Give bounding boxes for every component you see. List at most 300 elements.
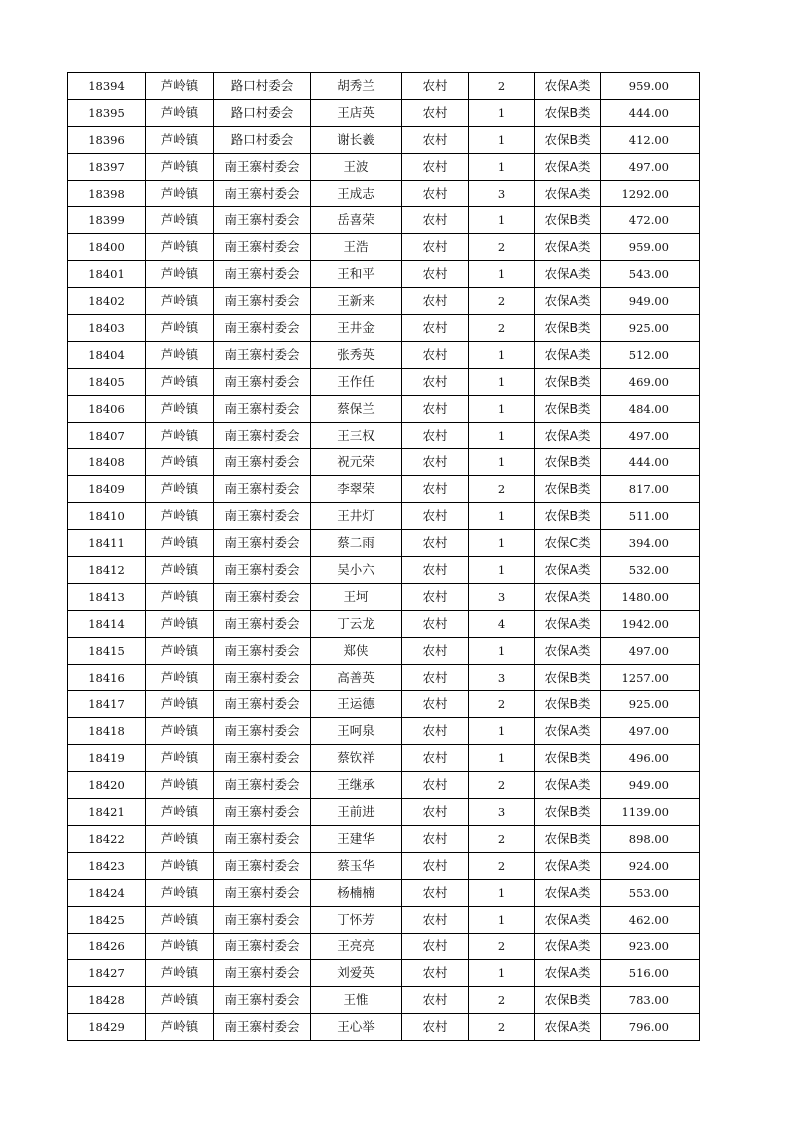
insurance-category-cell: 农保B类	[535, 664, 601, 691]
insurance-category-cell: 农保A类	[535, 153, 601, 180]
area-type-cell: 农村	[402, 341, 469, 368]
insurance-category-cell: 农保B类	[535, 449, 601, 476]
amount-cell: 444.00	[601, 99, 700, 126]
amount-cell: 1480.00	[601, 583, 700, 610]
household-count-cell: 3	[469, 664, 535, 691]
table-row	[68, 530, 700, 557]
village-committee-cell: 南王寨村委会	[214, 987, 311, 1014]
area-type-cell: 农村	[402, 745, 469, 772]
table-row	[68, 987, 700, 1014]
household-count-cell: 2	[469, 852, 535, 879]
name-cell: 王运德	[311, 691, 402, 718]
insurance-category-cell: 农保B类	[535, 799, 601, 826]
insurance-category-cell: 农保B类	[535, 503, 601, 530]
town-cell: 芦岭镇	[146, 852, 214, 879]
serial-number-cell: 18395	[68, 99, 146, 126]
area-type-cell: 农村	[402, 234, 469, 261]
amount-cell: 1942.00	[601, 610, 700, 637]
area-type-cell: 农村	[402, 368, 469, 395]
household-count-cell: 1	[469, 153, 535, 180]
household-count-cell: 2	[469, 825, 535, 852]
insurance-category-cell: 农保B类	[535, 315, 601, 342]
household-count-cell: 1	[469, 422, 535, 449]
village-committee-cell: 南王寨村委会	[214, 960, 311, 987]
amount-cell: 949.00	[601, 288, 700, 315]
table-row	[68, 449, 700, 476]
serial-number-cell: 18407	[68, 422, 146, 449]
area-type-cell: 农村	[402, 557, 469, 584]
insurance-category-cell: 农保A类	[535, 180, 601, 207]
amount-cell: 949.00	[601, 772, 700, 799]
table-row	[68, 852, 700, 879]
village-committee-cell: 南王寨村委会	[214, 557, 311, 584]
amount-cell: 783.00	[601, 987, 700, 1014]
village-committee-cell: 南王寨村委会	[214, 1014, 311, 1041]
name-cell: 胡秀兰	[311, 73, 402, 100]
name-cell: 王井灯	[311, 503, 402, 530]
village-committee-cell: 南王寨村委会	[214, 476, 311, 503]
village-committee-cell: 路口村委会	[214, 126, 311, 153]
serial-number-cell: 18397	[68, 153, 146, 180]
town-cell: 芦岭镇	[146, 261, 214, 288]
insurance-category-cell: 农保A类	[535, 772, 601, 799]
serial-number-cell: 18394	[68, 73, 146, 100]
amount-cell: 497.00	[601, 153, 700, 180]
household-count-cell: 2	[469, 987, 535, 1014]
table-row	[68, 99, 700, 126]
serial-number-cell: 18429	[68, 1014, 146, 1041]
serial-number-cell: 18418	[68, 718, 146, 745]
table-row	[68, 341, 700, 368]
town-cell: 芦岭镇	[146, 610, 214, 637]
area-type-cell: 农村	[402, 960, 469, 987]
village-committee-cell: 南王寨村委会	[214, 933, 311, 960]
name-cell: 王心举	[311, 1014, 402, 1041]
household-count-cell: 1	[469, 368, 535, 395]
insurance-category-cell: 农保A类	[535, 341, 601, 368]
household-count-cell: 1	[469, 261, 535, 288]
amount-cell: 497.00	[601, 637, 700, 664]
name-cell: 王浩	[311, 234, 402, 261]
area-type-cell: 农村	[402, 799, 469, 826]
town-cell: 芦岭镇	[146, 906, 214, 933]
name-cell: 王作任	[311, 368, 402, 395]
amount-cell: 497.00	[601, 718, 700, 745]
village-committee-cell: 南王寨村委会	[214, 449, 311, 476]
area-type-cell: 农村	[402, 153, 469, 180]
insurance-category-cell: 农保A类	[535, 960, 601, 987]
insurance-category-cell: 农保B类	[535, 825, 601, 852]
table-row	[68, 73, 700, 100]
insurance-category-cell: 农保C类	[535, 530, 601, 557]
town-cell: 芦岭镇	[146, 341, 214, 368]
town-cell: 芦岭镇	[146, 234, 214, 261]
name-cell: 杨楠楠	[311, 879, 402, 906]
serial-number-cell: 18406	[68, 395, 146, 422]
name-cell: 王继承	[311, 772, 402, 799]
insurance-category-cell: 农保B类	[535, 691, 601, 718]
area-type-cell: 农村	[402, 422, 469, 449]
household-count-cell: 1	[469, 637, 535, 664]
area-type-cell: 农村	[402, 395, 469, 422]
amount-cell: 1257.00	[601, 664, 700, 691]
name-cell: 王井金	[311, 315, 402, 342]
name-cell: 王建华	[311, 825, 402, 852]
serial-number-cell: 18426	[68, 933, 146, 960]
serial-number-cell: 18411	[68, 530, 146, 557]
insurance-category-cell: 农保A类	[535, 610, 601, 637]
serial-number-cell: 18424	[68, 879, 146, 906]
village-committee-cell: 南王寨村委会	[214, 718, 311, 745]
household-count-cell: 2	[469, 315, 535, 342]
village-committee-cell: 南王寨村委会	[214, 503, 311, 530]
amount-cell: 462.00	[601, 906, 700, 933]
town-cell: 芦岭镇	[146, 718, 214, 745]
name-cell: 王三权	[311, 422, 402, 449]
table-row	[68, 1014, 700, 1041]
village-committee-cell: 南王寨村委会	[214, 422, 311, 449]
amount-cell: 444.00	[601, 449, 700, 476]
town-cell: 芦岭镇	[146, 583, 214, 610]
town-cell: 芦岭镇	[146, 368, 214, 395]
insurance-category-cell: 农保B类	[535, 207, 601, 234]
amount-cell: 516.00	[601, 960, 700, 987]
table-row	[68, 180, 700, 207]
table-row	[68, 906, 700, 933]
town-cell: 芦岭镇	[146, 772, 214, 799]
name-cell: 高善英	[311, 664, 402, 691]
household-count-cell: 2	[469, 691, 535, 718]
town-cell: 芦岭镇	[146, 879, 214, 906]
village-committee-cell: 南王寨村委会	[214, 180, 311, 207]
town-cell: 芦岭镇	[146, 207, 214, 234]
household-count-cell: 4	[469, 610, 535, 637]
table-row	[68, 825, 700, 852]
area-type-cell: 农村	[402, 610, 469, 637]
table-row	[68, 207, 700, 234]
town-cell: 芦岭镇	[146, 664, 214, 691]
amount-cell: 923.00	[601, 933, 700, 960]
area-type-cell: 农村	[402, 449, 469, 476]
serial-number-cell: 18403	[68, 315, 146, 342]
amount-cell: 472.00	[601, 207, 700, 234]
area-type-cell: 农村	[402, 503, 469, 530]
amount-cell: 511.00	[601, 503, 700, 530]
household-count-cell: 3	[469, 583, 535, 610]
table-row	[68, 583, 700, 610]
area-type-cell: 农村	[402, 718, 469, 745]
amount-cell: 512.00	[601, 341, 700, 368]
table-row	[68, 395, 700, 422]
area-type-cell: 农村	[402, 825, 469, 852]
area-type-cell: 农村	[402, 476, 469, 503]
area-type-cell: 农村	[402, 207, 469, 234]
table-body	[68, 73, 700, 1041]
amount-cell: 553.00	[601, 879, 700, 906]
insurance-category-cell: 农保A类	[535, 637, 601, 664]
amount-cell: 1292.00	[601, 180, 700, 207]
table-row	[68, 745, 700, 772]
serial-number-cell: 18405	[68, 368, 146, 395]
amount-cell: 497.00	[601, 422, 700, 449]
village-committee-cell: 南王寨村委会	[214, 583, 311, 610]
household-count-cell: 1	[469, 395, 535, 422]
name-cell: 丁云龙	[311, 610, 402, 637]
serial-number-cell: 18425	[68, 906, 146, 933]
household-count-cell: 1	[469, 341, 535, 368]
household-count-cell: 1	[469, 99, 535, 126]
serial-number-cell: 18398	[68, 180, 146, 207]
amount-cell: 924.00	[601, 852, 700, 879]
town-cell: 芦岭镇	[146, 503, 214, 530]
insurance-category-cell: 农保B类	[535, 987, 601, 1014]
area-type-cell: 农村	[402, 180, 469, 207]
town-cell: 芦岭镇	[146, 449, 214, 476]
household-count-cell: 1	[469, 879, 535, 906]
household-count-cell: 1	[469, 960, 535, 987]
serial-number-cell: 18408	[68, 449, 146, 476]
town-cell: 芦岭镇	[146, 987, 214, 1014]
household-count-cell: 1	[469, 449, 535, 476]
insurance-category-cell: 农保A类	[535, 718, 601, 745]
name-cell: 张秀英	[311, 341, 402, 368]
name-cell: 王前进	[311, 799, 402, 826]
serial-number-cell: 18399	[68, 207, 146, 234]
village-committee-cell: 南王寨村委会	[214, 799, 311, 826]
town-cell: 芦岭镇	[146, 960, 214, 987]
area-type-cell: 农村	[402, 987, 469, 1014]
area-type-cell: 农村	[402, 1014, 469, 1041]
serial-number-cell: 18396	[68, 126, 146, 153]
area-type-cell: 农村	[402, 73, 469, 100]
town-cell: 芦岭镇	[146, 422, 214, 449]
village-committee-cell: 南王寨村委会	[214, 288, 311, 315]
amount-cell: 496.00	[601, 745, 700, 772]
serial-number-cell: 18412	[68, 557, 146, 584]
area-type-cell: 农村	[402, 126, 469, 153]
village-committee-cell: 南王寨村委会	[214, 852, 311, 879]
village-committee-cell: 南王寨村委会	[214, 395, 311, 422]
household-count-cell: 1	[469, 906, 535, 933]
village-committee-cell: 南王寨村委会	[214, 261, 311, 288]
household-count-cell: 1	[469, 530, 535, 557]
insurance-category-cell: 农保A类	[535, 73, 601, 100]
village-committee-cell: 南王寨村委会	[214, 530, 311, 557]
amount-cell: 959.00	[601, 234, 700, 261]
table-row	[68, 126, 700, 153]
name-cell: 王成志	[311, 180, 402, 207]
serial-number-cell: 18409	[68, 476, 146, 503]
insurance-category-cell: 农保A类	[535, 234, 601, 261]
amount-cell: 959.00	[601, 73, 700, 100]
table-row	[68, 960, 700, 987]
table-row	[68, 288, 700, 315]
amount-cell: 817.00	[601, 476, 700, 503]
table-row	[68, 772, 700, 799]
town-cell: 芦岭镇	[146, 691, 214, 718]
town-cell: 芦岭镇	[146, 933, 214, 960]
insurance-category-cell: 农保B类	[535, 476, 601, 503]
table-row	[68, 261, 700, 288]
insurance-category-cell: 农保B类	[535, 745, 601, 772]
town-cell: 芦岭镇	[146, 825, 214, 852]
village-committee-cell: 南王寨村委会	[214, 906, 311, 933]
insurance-category-cell: 农保A类	[535, 906, 601, 933]
name-cell: 李翠荣	[311, 476, 402, 503]
table-row	[68, 476, 700, 503]
insurance-category-cell: 农保B类	[535, 368, 601, 395]
name-cell: 王店英	[311, 99, 402, 126]
household-count-cell: 3	[469, 180, 535, 207]
table-row	[68, 933, 700, 960]
serial-number-cell: 18421	[68, 799, 146, 826]
area-type-cell: 农村	[402, 879, 469, 906]
beneficiary-table	[67, 72, 700, 1041]
area-type-cell: 农村	[402, 637, 469, 664]
name-cell: 王波	[311, 153, 402, 180]
amount-cell: 925.00	[601, 315, 700, 342]
village-committee-cell: 南王寨村委会	[214, 879, 311, 906]
serial-number-cell: 18415	[68, 637, 146, 664]
town-cell: 芦岭镇	[146, 476, 214, 503]
village-committee-cell: 路口村委会	[214, 99, 311, 126]
area-type-cell: 农村	[402, 583, 469, 610]
amount-cell: 543.00	[601, 261, 700, 288]
serial-number-cell: 18416	[68, 664, 146, 691]
village-committee-cell: 南王寨村委会	[214, 637, 311, 664]
area-type-cell: 农村	[402, 664, 469, 691]
insurance-category-cell: 农保A类	[535, 557, 601, 584]
serial-number-cell: 18402	[68, 288, 146, 315]
village-committee-cell: 南王寨村委会	[214, 315, 311, 342]
area-type-cell: 农村	[402, 933, 469, 960]
household-count-cell: 2	[469, 772, 535, 799]
insurance-category-cell: 农保B类	[535, 126, 601, 153]
household-count-cell: 1	[469, 557, 535, 584]
area-type-cell: 农村	[402, 772, 469, 799]
amount-cell: 532.00	[601, 557, 700, 584]
village-committee-cell: 南王寨村委会	[214, 234, 311, 261]
area-type-cell: 农村	[402, 99, 469, 126]
area-type-cell: 农村	[402, 315, 469, 342]
serial-number-cell: 18427	[68, 960, 146, 987]
village-committee-cell: 南王寨村委会	[214, 745, 311, 772]
table-row	[68, 368, 700, 395]
household-count-cell: 1	[469, 126, 535, 153]
insurance-category-cell: 农保A类	[535, 583, 601, 610]
village-committee-cell: 南王寨村委会	[214, 153, 311, 180]
amount-cell: 796.00	[601, 1014, 700, 1041]
village-committee-cell: 路口村委会	[214, 73, 311, 100]
town-cell: 芦岭镇	[146, 1014, 214, 1041]
serial-number-cell: 18423	[68, 852, 146, 879]
village-committee-cell: 南王寨村委会	[214, 691, 311, 718]
table-row	[68, 153, 700, 180]
name-cell: 岳喜荣	[311, 207, 402, 234]
amount-cell: 412.00	[601, 126, 700, 153]
village-committee-cell: 南王寨村委会	[214, 664, 311, 691]
table-row	[68, 557, 700, 584]
area-type-cell: 农村	[402, 852, 469, 879]
serial-number-cell: 18422	[68, 825, 146, 852]
household-count-cell: 1	[469, 207, 535, 234]
household-count-cell: 2	[469, 933, 535, 960]
town-cell: 芦岭镇	[146, 288, 214, 315]
household-count-cell: 1	[469, 503, 535, 530]
amount-cell: 394.00	[601, 530, 700, 557]
household-count-cell: 2	[469, 73, 535, 100]
amount-cell: 1139.00	[601, 799, 700, 826]
household-count-cell: 2	[469, 234, 535, 261]
village-committee-cell: 南王寨村委会	[214, 341, 311, 368]
insurance-category-cell: 农保A类	[535, 879, 601, 906]
insurance-category-cell: 农保B类	[535, 99, 601, 126]
serial-number-cell: 18417	[68, 691, 146, 718]
name-cell: 蔡保兰	[311, 395, 402, 422]
insurance-category-cell: 农保A类	[535, 933, 601, 960]
town-cell: 芦岭镇	[146, 557, 214, 584]
serial-number-cell: 18404	[68, 341, 146, 368]
town-cell: 芦岭镇	[146, 126, 214, 153]
village-committee-cell: 南王寨村委会	[214, 610, 311, 637]
serial-number-cell: 18414	[68, 610, 146, 637]
town-cell: 芦岭镇	[146, 745, 214, 772]
town-cell: 芦岭镇	[146, 637, 214, 664]
insurance-category-cell: 农保A类	[535, 1014, 601, 1041]
name-cell: 蔡二雨	[311, 530, 402, 557]
serial-number-cell: 18410	[68, 503, 146, 530]
name-cell: 王呵泉	[311, 718, 402, 745]
name-cell: 蔡钦祥	[311, 745, 402, 772]
insurance-category-cell: 农保A类	[535, 288, 601, 315]
name-cell: 郑侠	[311, 637, 402, 664]
household-count-cell: 1	[469, 718, 535, 745]
table-row	[68, 234, 700, 261]
table-row	[68, 718, 700, 745]
amount-cell: 898.00	[601, 825, 700, 852]
name-cell: 丁怀芳	[311, 906, 402, 933]
name-cell: 谢长羲	[311, 126, 402, 153]
table-row	[68, 422, 700, 449]
serial-number-cell: 18413	[68, 583, 146, 610]
name-cell: 王和平	[311, 261, 402, 288]
serial-number-cell: 18400	[68, 234, 146, 261]
serial-number-cell: 18401	[68, 261, 146, 288]
town-cell: 芦岭镇	[146, 799, 214, 826]
table-row	[68, 879, 700, 906]
name-cell: 王惟	[311, 987, 402, 1014]
serial-number-cell: 18428	[68, 987, 146, 1014]
insurance-category-cell: 农保B类	[535, 395, 601, 422]
area-type-cell: 农村	[402, 906, 469, 933]
insurance-category-cell: 农保A类	[535, 852, 601, 879]
household-count-cell: 2	[469, 476, 535, 503]
household-count-cell: 1	[469, 745, 535, 772]
table-row	[68, 799, 700, 826]
name-cell: 王亮亮	[311, 933, 402, 960]
area-type-cell: 农村	[402, 530, 469, 557]
household-count-cell: 2	[469, 1014, 535, 1041]
amount-cell: 925.00	[601, 691, 700, 718]
name-cell: 吴小六	[311, 557, 402, 584]
amount-cell: 469.00	[601, 368, 700, 395]
village-committee-cell: 南王寨村委会	[214, 207, 311, 234]
name-cell: 王坷	[311, 583, 402, 610]
name-cell: 蔡玉华	[311, 852, 402, 879]
table-row	[68, 637, 700, 664]
serial-number-cell: 18419	[68, 745, 146, 772]
village-committee-cell: 南王寨村委会	[214, 825, 311, 852]
